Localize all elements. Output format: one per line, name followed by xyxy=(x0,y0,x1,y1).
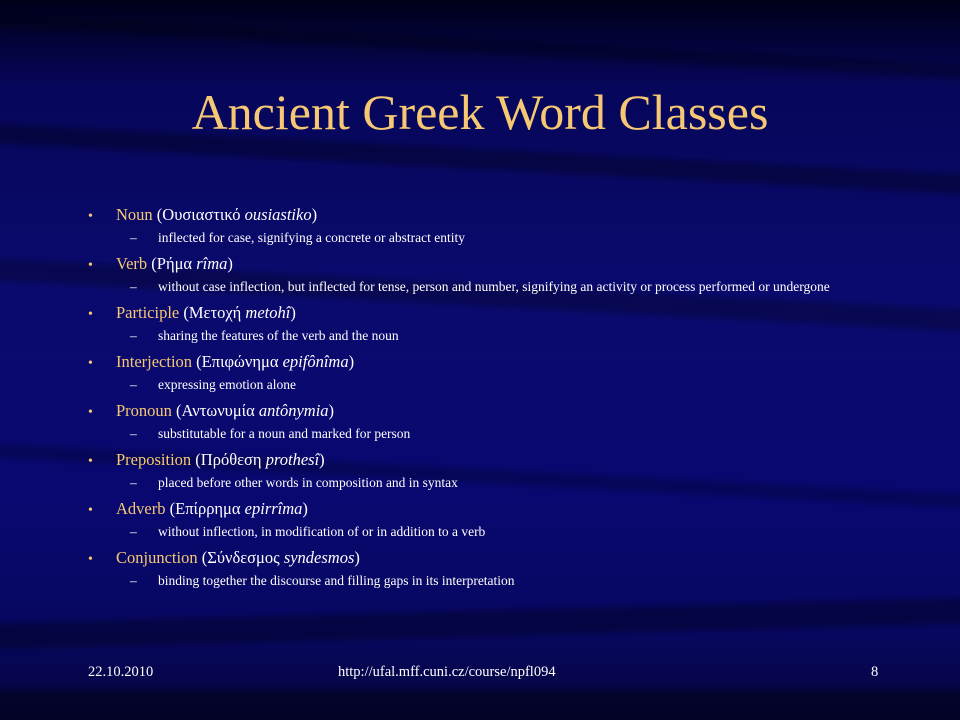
paren-open: ( xyxy=(152,205,163,224)
description-text: sharing the features of the verb and the noun xyxy=(158,328,399,343)
paren-close: ) xyxy=(354,548,360,567)
paren-open: ( xyxy=(179,303,189,322)
dash-icon: – xyxy=(130,573,137,588)
footer-url: http://ufal.mff.cuni.cz/course/npfl094 xyxy=(338,664,556,680)
greek-name: Αντωνυμία xyxy=(181,401,255,420)
word-class-description xyxy=(130,525,868,539)
background-streak xyxy=(0,11,960,83)
word-class-term: Adverb xyxy=(116,499,166,518)
description-text: expressing emotion alone xyxy=(158,377,296,392)
word-class-heading xyxy=(88,499,868,521)
background-streak xyxy=(0,596,960,651)
bullet-icon: • xyxy=(88,258,93,273)
dash-icon: – xyxy=(130,377,137,392)
transliteration: metohî xyxy=(245,303,291,322)
word-class-heading xyxy=(88,401,868,423)
dash-icon: – xyxy=(130,230,137,245)
transliteration: epirrîma xyxy=(244,499,303,518)
paren-open: ( xyxy=(191,450,201,469)
word-class-item xyxy=(88,303,868,343)
dash-icon: – xyxy=(130,426,137,441)
description-text: without case inflection, but inflected for tense, person and number, signifying an activity or process performed or undergone xyxy=(158,279,830,294)
transliteration: ousiastiko xyxy=(244,205,312,224)
paren-open: ( xyxy=(192,352,202,371)
word-class-item xyxy=(88,499,868,539)
paren-open: ( xyxy=(171,401,182,420)
word-class-item xyxy=(88,205,868,245)
word-class-heading xyxy=(88,205,868,227)
paren-close: ) xyxy=(302,499,308,518)
dash-icon: – xyxy=(130,328,137,343)
paren-close: ) xyxy=(328,401,335,420)
greek-name: Επίρρημα xyxy=(175,499,241,518)
word-class-description xyxy=(130,427,868,441)
word-class-term: Pronoun xyxy=(116,401,172,420)
word-class-item xyxy=(88,254,868,294)
word-class-heading xyxy=(88,303,868,325)
description-text: binding together the discourse and filling gaps in its interpretation xyxy=(158,573,515,588)
word-class-description xyxy=(130,574,868,588)
word-class-term: Preposition xyxy=(116,450,192,469)
transliteration: syndesmos xyxy=(283,548,355,567)
word-class-term: Noun xyxy=(116,205,153,224)
description-text: without inflection, in modification of or in addition to a verb xyxy=(158,524,486,539)
footer-date: 22.10.2010 xyxy=(88,664,154,680)
dash-icon: – xyxy=(130,475,137,490)
word-class-description xyxy=(130,378,868,392)
bullet-icon: • xyxy=(88,454,93,469)
word-class-heading xyxy=(88,352,868,374)
transliteration: prothesî xyxy=(265,450,320,469)
greek-name: Επιφώνημα xyxy=(201,352,279,371)
paren-open: ( xyxy=(165,499,176,518)
background-streak xyxy=(0,690,960,720)
paren-close: ) xyxy=(227,254,233,273)
bullet-icon: • xyxy=(88,356,93,371)
word-class-item xyxy=(88,401,868,441)
word-class-term: Participle xyxy=(116,303,180,322)
description-text: inflected for case, signifying a concrete or abstract entity xyxy=(158,230,465,245)
greek-name: Ουσιαστικό xyxy=(162,205,241,224)
word-class-description xyxy=(130,329,868,343)
word-class-item xyxy=(88,352,868,392)
paren-open: ( xyxy=(147,254,157,273)
word-class-item xyxy=(88,548,868,588)
word-class-list xyxy=(88,205,868,597)
paren-open: ( xyxy=(197,548,208,567)
word-class-heading xyxy=(88,254,868,276)
description-text: placed before other words in composition and in syntax xyxy=(158,475,458,490)
bullet-icon: • xyxy=(88,503,93,518)
description-text: substitutable for a noun and marked for person xyxy=(158,426,411,441)
greek-name: Ρήμα xyxy=(156,254,193,273)
paren-close: ) xyxy=(319,450,325,469)
paren-close: ) xyxy=(290,303,296,322)
word-class-heading xyxy=(88,548,868,570)
slide-title: Ancient Greek Word Classes xyxy=(191,84,769,140)
word-class-description xyxy=(130,280,868,294)
word-class-term: Conjunction xyxy=(116,548,198,567)
transliteration: antônymia xyxy=(258,401,329,420)
paren-close: ) xyxy=(311,205,318,224)
word-class-description xyxy=(130,476,868,490)
word-class-heading xyxy=(88,450,868,472)
word-class-term: Verb xyxy=(116,254,148,273)
transliteration: epifônîma xyxy=(282,352,349,371)
word-class-description xyxy=(130,231,868,245)
word-class-item xyxy=(88,450,868,490)
dash-icon: – xyxy=(130,524,137,539)
bullet-icon: • xyxy=(88,552,93,567)
greek-name: Σύνδεσμος xyxy=(207,548,280,567)
transliteration: rîma xyxy=(196,254,228,273)
bullet-icon: • xyxy=(88,209,93,224)
greek-name: Μετοχή xyxy=(188,303,242,322)
bullet-icon: • xyxy=(88,307,93,322)
page-number: 8 xyxy=(871,664,879,680)
paren-close: ) xyxy=(348,352,355,371)
word-class-term: Interjection xyxy=(116,352,193,371)
greek-name: Πρόθεση xyxy=(200,450,262,469)
bullet-icon: • xyxy=(88,405,93,420)
dash-icon: – xyxy=(130,279,137,294)
